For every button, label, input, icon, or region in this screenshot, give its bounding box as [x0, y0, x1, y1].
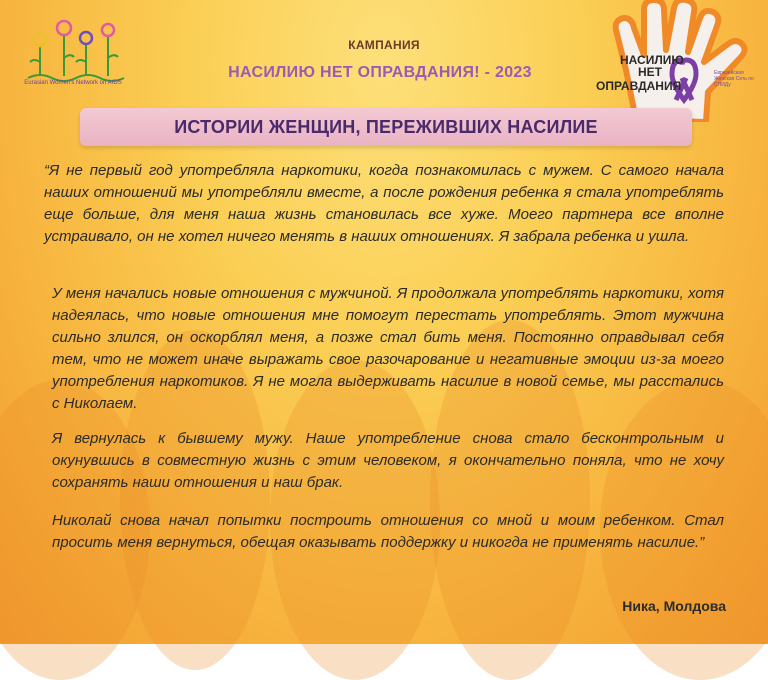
organization-logo-caption: Eurasian Women's Network on AIDS: [24, 80, 122, 86]
campaign-logo-line1: НАСИЛИЮ: [620, 53, 684, 67]
story-paragraph: У меня начались новые отношения с мужчиной. Я продолжала употреблять наркотики, хотя надеялась, что новые отношения мне помогут перестать употреблять. Этот мужчина сильно злился, он оскорблял меня, а позже стал бить меня. Постоянно оправдывал себя тем, что не может иначе выражать свое разочарование и негативные эмоции из-за моего употребления наркотиков. Я не могла выдерживать насилие в новой семье, мы расстались с Николаем.: [52, 285, 724, 412]
campaign-logo-small-text: Евразийская Женская Сеть по СПИДу: [714, 70, 754, 88]
section-title: ИСТОРИИ ЖЕНЩИН, ПЕРЕЖИВШИХ НАСИЛИЕ: [174, 116, 598, 137]
campaign-logo-line3: ОПРАВДАНИЯ: [596, 79, 682, 93]
campaign-logo: [596, 0, 768, 122]
campaign-title: НАСИЛИЮ НЕТ ОПРАВДАНИЯ! - 2023: [228, 64, 532, 81]
story-paragraph: Я вернулась к бывшему мужу. Наше употребление снова стало бесконтрольным и окунувшись в совместную жизнь с этим человеком, я окончательно поняла, что не хочу сохранять наши отношения и наш брак.: [52, 430, 724, 491]
campaign-kicker: КАМПАНИЯ: [348, 38, 420, 52]
story-signature: Ника, Молдова: [622, 598, 726, 614]
story-paragraph: “Я не первый год употребляла наркотики, когда познакомилась с мужем. С самого начала наших отношений мы употребляли вместе, а после рождения ребенка я стала употреблять еще больше, для меня наша жизнь становилась все хуже. Моего партнера все вполне устраивало, он не хотел ничего менять в наших отношениях. Я забрала ребенка и ушла.: [44, 162, 724, 245]
section-banner: [80, 108, 692, 146]
story-paragraph: Николай снова начал попытки построить отношения со мной и моим ребенком. Стал просить меня вернуться, обещая оказывать поддержку и никогда не применять насилие.”: [52, 512, 724, 551]
campaign-logo-line2: НЕТ: [638, 65, 662, 79]
